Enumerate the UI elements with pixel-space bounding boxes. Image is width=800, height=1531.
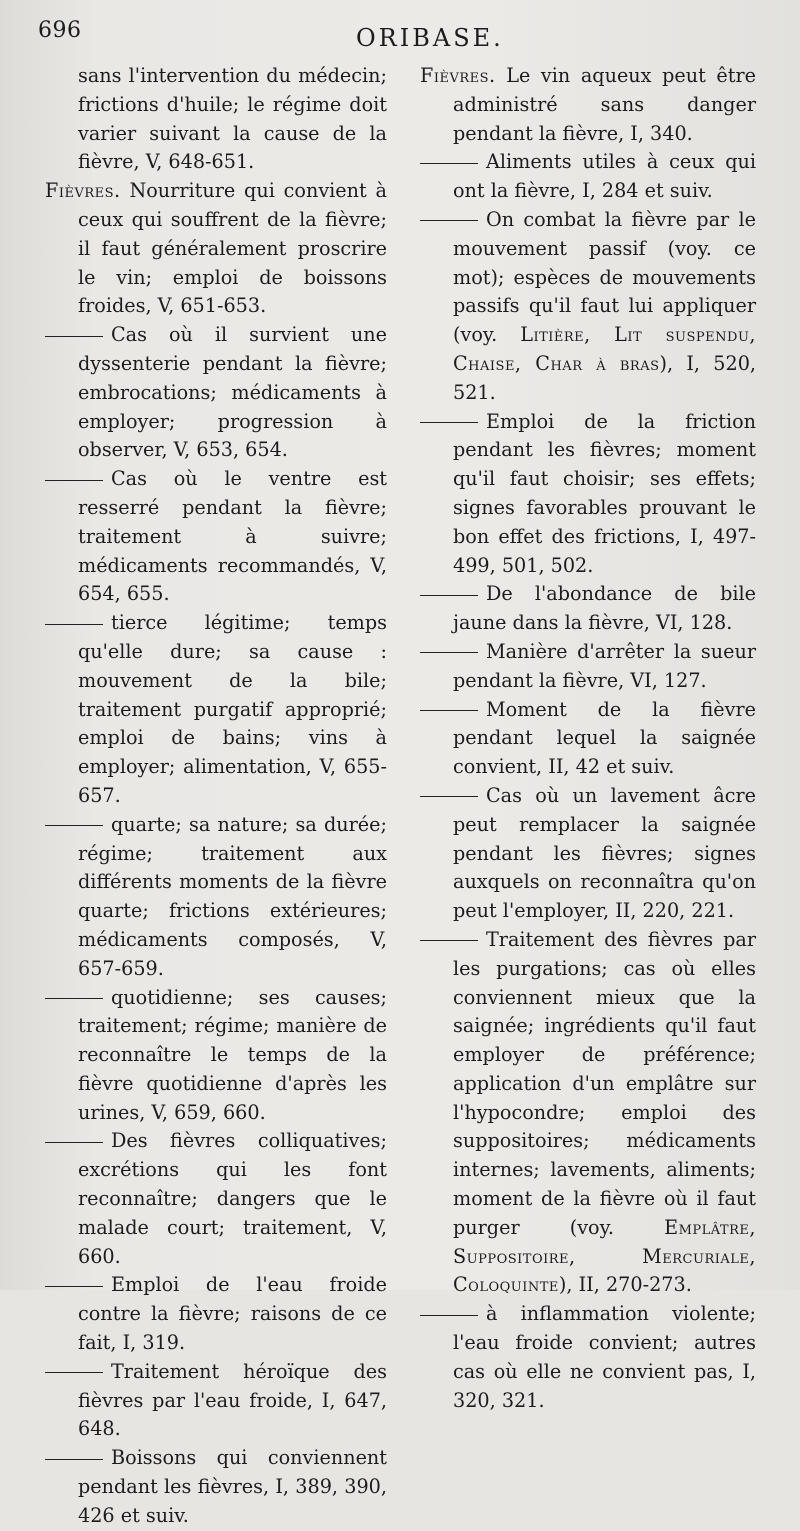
index-subentry bbox=[45, 984, 387, 1128]
ditto-dash bbox=[45, 998, 103, 999]
ditto-dash bbox=[45, 1372, 103, 1373]
index-subentry bbox=[420, 1300, 756, 1415]
index-subentry bbox=[45, 1271, 387, 1357]
ditto-dash bbox=[420, 1315, 478, 1316]
index-entry-head bbox=[45, 177, 387, 321]
index-subentry bbox=[45, 811, 387, 984]
index-subentry bbox=[420, 148, 756, 206]
entry-text: Emploi de la friction pendant les fièvres; moment qu'il faut choisir; ses effets; signes favorables prouvant le bon effet des frictions, I, 497-499, 501, 502. bbox=[453, 409, 756, 577]
ditto-dash bbox=[420, 940, 478, 941]
index-subentry bbox=[45, 1444, 387, 1530]
entry-text: Cas où un lavement âcre peut remplacer la saignée pendant les fièvres; signes auxquels on reconnaîtra qu'on peut l'employer, II, 220, 221. bbox=[453, 783, 756, 923]
ditto-dash bbox=[420, 163, 478, 164]
entry-text: Traitement des fièvres par les purgations; cas où elles conviennent mieux que la saignée; ingrédients qu'il faut employer de préférence; application d'un emplâtre sur l'hypocondre; emploi des suppositoires; médicaments internes; lavements, aliments; moment de la fièvre où il faut purger (voy. bbox=[453, 927, 756, 1239]
ditto-dash bbox=[45, 1142, 103, 1143]
entry-text: On combat la fièvre par le mouvement passif (voy. ce mot); espèces de mouvements passifs qu'il faut lui appliquer (voy. bbox=[453, 207, 756, 347]
ditto-dash bbox=[45, 336, 103, 337]
entry-text: ), II, 270-273. bbox=[558, 1273, 692, 1297]
entry-text: Nourriture qui convient à ceux qui souffrent de la fièvre; il faut généralement proscrire le vin; emploi de boissons froides, V, 651-653. bbox=[78, 179, 387, 318]
continued-entry: sans l'intervention du médecin; frictions d'huile; le régime doit varier suivant la cause de la fièvre, V, 648-651. bbox=[78, 64, 387, 174]
ditto-dash bbox=[420, 652, 478, 653]
ditto-dash bbox=[45, 480, 103, 481]
ditto-dash bbox=[420, 595, 478, 596]
entry-text: Traitement héroïque des fièvres par l'eau froide, I, 647, 648. bbox=[78, 1359, 387, 1441]
index-subentry bbox=[45, 609, 387, 811]
entry-text: tierce légitime; temps qu'elle dure; sa cause : mouvement de la bile; traitement purgatif approprié; emploi de bains; vins à employer; alimentation, V, 655-657. bbox=[78, 611, 387, 807]
ditto-dash bbox=[420, 220, 478, 221]
ditto-dash bbox=[45, 624, 103, 625]
index-subentry bbox=[420, 638, 756, 696]
entry-text: Cas où le ventre est resserré pendant la fièvre; traitement à suivre; médicaments recommandés, V, 654, 655. bbox=[78, 467, 387, 606]
entry-text: Emploi de l'eau froide contre la fièvre; raisons de ce fait, I, 319. bbox=[78, 1273, 387, 1355]
page-number: 696 bbox=[38, 18, 82, 43]
entry-headword: Fièvres. bbox=[45, 179, 121, 203]
index-subentry bbox=[45, 321, 387, 465]
index-subentry bbox=[45, 465, 387, 609]
entry-text: quarte; sa nature; sa durée; régime; traitement aux différents moments de la fièvre quarte; frictions extérieures; médicaments composés, V, 657-659. bbox=[78, 812, 387, 980]
ditto-dash bbox=[45, 825, 103, 826]
index-subentry bbox=[420, 408, 756, 581]
right-column bbox=[420, 62, 756, 1415]
entry-text: à inflammation violente; l'eau froide convient; autres cas où elle ne convient pas, I, 320, 321. bbox=[453, 1302, 756, 1412]
index-subentry bbox=[420, 782, 756, 926]
index-subentry bbox=[420, 206, 756, 408]
ditto-dash bbox=[420, 422, 478, 423]
entry-text: Boissons qui conviennent pendant les fièvres, I, 389, 390, 426 et suiv. bbox=[78, 1446, 387, 1527]
entry-text: De l'abondance de bile jaune dans la fièvre, VI, 128. bbox=[453, 582, 756, 635]
index-subentry bbox=[45, 1358, 387, 1444]
ditto-dash bbox=[45, 1459, 103, 1460]
cross-reference: Emplâtre, Suppositoire, Mercuriale, Coloquinte bbox=[453, 1215, 756, 1297]
ditto-dash bbox=[420, 710, 478, 711]
left-column bbox=[45, 62, 387, 1531]
entry-text: Des fièvres colliquatives; excrétions qui les font reconnaître; dangers que le malade court; traitement, V, 660. bbox=[78, 1129, 387, 1268]
cross-reference: Litière, Lit suspendu, Chaise, Char à bras bbox=[453, 323, 757, 375]
index-entry-head bbox=[420, 62, 756, 148]
running-head: ORIBASE. bbox=[356, 24, 504, 52]
entry-text: ), I, 520, 521. bbox=[453, 351, 756, 404]
index-subentry bbox=[420, 926, 756, 1300]
entry-text: quotidienne; ses causes; traitement; régime; manière de reconnaître le temps de la fièvre quotidienne d'après les urines, V, 659, 660. bbox=[78, 985, 387, 1124]
entry-text: Le vin aqueux peut être administré sans danger pendant la fièvre, I, 340. bbox=[453, 64, 756, 145]
ditto-dash bbox=[420, 796, 478, 797]
entry-text: Manière d'arrêter la sueur pendant la fièvre, VI, 127. bbox=[453, 639, 756, 692]
entry-text: Cas où il survient une dyssenterie pendant la fièvre; embrocations; médicaments à employer; progression à observer, V, 653, 654. bbox=[78, 323, 387, 462]
ditto-dash bbox=[45, 1286, 103, 1287]
index-subentry bbox=[45, 1127, 387, 1271]
entry-text: Aliments utiles à ceux qui ont la fièvre, I, 284 et suiv. bbox=[453, 150, 756, 203]
entry-headword: Fièvres. bbox=[420, 64, 496, 87]
entry-text: Moment de la fièvre pendant lequel la saignée convient, II, 42 et suiv. bbox=[453, 697, 756, 779]
index-subentry bbox=[420, 696, 756, 782]
index-subentry bbox=[420, 580, 756, 638]
